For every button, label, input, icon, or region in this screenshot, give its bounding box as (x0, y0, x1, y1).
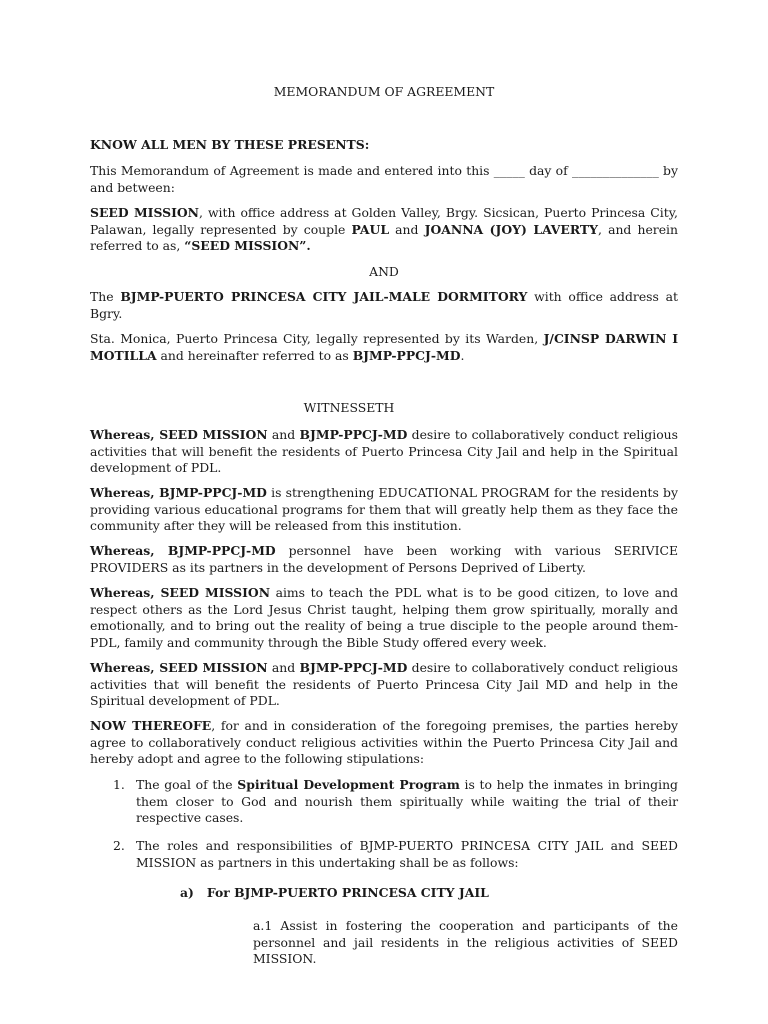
whereas-1 (90, 427, 678, 477)
party1-name: SEED MISSION (90, 205, 200, 220)
whereas-5-text: desire to collaboratively conduct religious activities that will benefit the residents of Puerto Princesa City Jail MD and help in the Spiritual development of PDL. (90, 660, 678, 709)
stipulation-1 (136, 777, 678, 827)
whereas-5 (90, 660, 678, 710)
know-all-text: KNOW ALL MEN BY THESE PRESENTS: (90, 137, 370, 152)
whereas-2 (90, 485, 678, 535)
stipulation-2-text: The roles and responsibilities of BJMP-PUERTO PRINCESA CITY JAIL and SEED MISSION as partners in this undertaking shall be as follows: (136, 838, 678, 870)
stipulation-1-pre: The goal of the (136, 777, 238, 792)
intro-text: This Memorandum of Agreement is made and entered into this _____ day of ______________ by and between: (90, 163, 678, 195)
party1-and: and (389, 221, 425, 237)
whereas-3 (90, 543, 678, 576)
whereas-4 (90, 585, 678, 651)
whereas-3-text: personnel have been working with various SERIVICE PROVIDERS as its partners in the development of Persons Deprived of Liberty. (90, 543, 678, 575)
now-therefore-text: , for and in consideration of the foregoing premises, the parties hereby agree to collaboratively conduct religious activities within the Puerto Princesa City Jail and hereby adopt and agree to the following stipulations: (90, 718, 679, 767)
whereas-5-lead2: BJMP-PPCJ-MD (299, 660, 408, 675)
party1-text-b: , and herein referred to as, (90, 221, 678, 254)
whereas-5-lead: Whereas, SEED MISSION (90, 660, 268, 675)
know-all-heading (90, 137, 678, 154)
whereas-1-text: desire to collaboratively conduct religious activities that will benefit the residents of Puerto Princesa City Jail and help in the Spiritual development of PDL. (90, 427, 678, 476)
whereas-4-text: aims to teach the PDL what is to be good citizen, to love and respect others as the Lord Jesus Christ taught, helping them grow spiritually, morally and emotionally, and to bring out the reality of being a true disciple to the people around them-PDL, family and community through the Bible Study offered every week. (90, 585, 678, 650)
witnesseth-text: WITNESSETH (303, 400, 395, 415)
party2-line2-a: Sta. Monica, Puerto Princesa City, legally represented by its Warden, (90, 331, 544, 346)
and-text: AND (369, 264, 399, 279)
whereas-4-lead: Whereas, SEED MISSION (90, 585, 271, 600)
intro-paragraph (90, 163, 678, 196)
party2-prefix: The (90, 289, 121, 304)
sub-a-heading (180, 885, 678, 902)
sub-a-title: For BJMP-PUERTO PRINCESA CITY JAIL (206, 885, 489, 900)
party2-text-a: with office address at Bgry. (90, 289, 678, 321)
party1-rep2: JOANNA (JOY) LAVERTY (424, 221, 598, 237)
party1-rep1: PAUL (351, 221, 390, 237)
party2-name: BJMP-PUERTO PRINCESA CITY JAIL-MALE DORMITORY (120, 289, 528, 304)
party1-paragraph (90, 205, 678, 255)
title-text: MEMORANDUM OF AGREEMENT (273, 84, 495, 99)
party1-text-a: , with office address at Golden Valley, Brgy. Sicsican, Puerto Princesa City, Palawan, legally represented by couple (90, 205, 678, 237)
stipulation-2-number: 2. (113, 838, 125, 853)
whereas-1-lead: Whereas, SEED MISSION (90, 427, 268, 442)
stipulation-2 (136, 838, 678, 871)
witnesseth-heading (90, 400, 678, 417)
stipulation-1-text: is to help the inmates in bringing them closer to God and nourish them spiritually while waiting the trial of their respective cases. (136, 777, 678, 826)
now-therefore-paragraph (90, 718, 678, 768)
now-therefore-lead: NOW THEREOFE (90, 718, 212, 733)
stipulation-1-bold: Spiritual Development Program (237, 777, 460, 792)
a1-paragraph (253, 918, 678, 968)
party2-end: . (460, 347, 465, 363)
whereas-1-lead2: BJMP-PPCJ-MD (299, 427, 408, 442)
and-separator (90, 264, 678, 281)
party2-representation (90, 331, 678, 364)
whereas-2-lead: Whereas, BJMP-PPCJ-MD (90, 485, 267, 500)
party1-alias: “SEED MISSION”. (184, 238, 311, 254)
a1-text: a.1 Assist in fostering the cooperation and participants of the personnel and jail residents in the religious activities of SEED MISSION. (253, 918, 678, 967)
whereas-5-mid: and (267, 660, 300, 675)
party2-line2-b: and hereinafter referred to as (156, 347, 353, 363)
document-title (90, 84, 678, 101)
whereas-3-lead: Whereas, BJMP-PPCJ-MD (90, 543, 276, 558)
whereas-1-mid: and (267, 427, 300, 442)
whereas-2-text: is strengthening EDUCATIONAL PROGRAM for the residents by providing various educational programs for them that will greatly help them as they face the community after they will be released from this institution. (90, 485, 678, 534)
party2-warden: J/CINSP DARWIN I MOTILLA (90, 331, 679, 363)
sub-a-label: a) (180, 885, 194, 900)
party2-paragraph (90, 289, 678, 322)
stipulation-1-number: 1. (113, 777, 125, 792)
party2-alias: BJMP-PPCJ-MD (352, 347, 461, 363)
